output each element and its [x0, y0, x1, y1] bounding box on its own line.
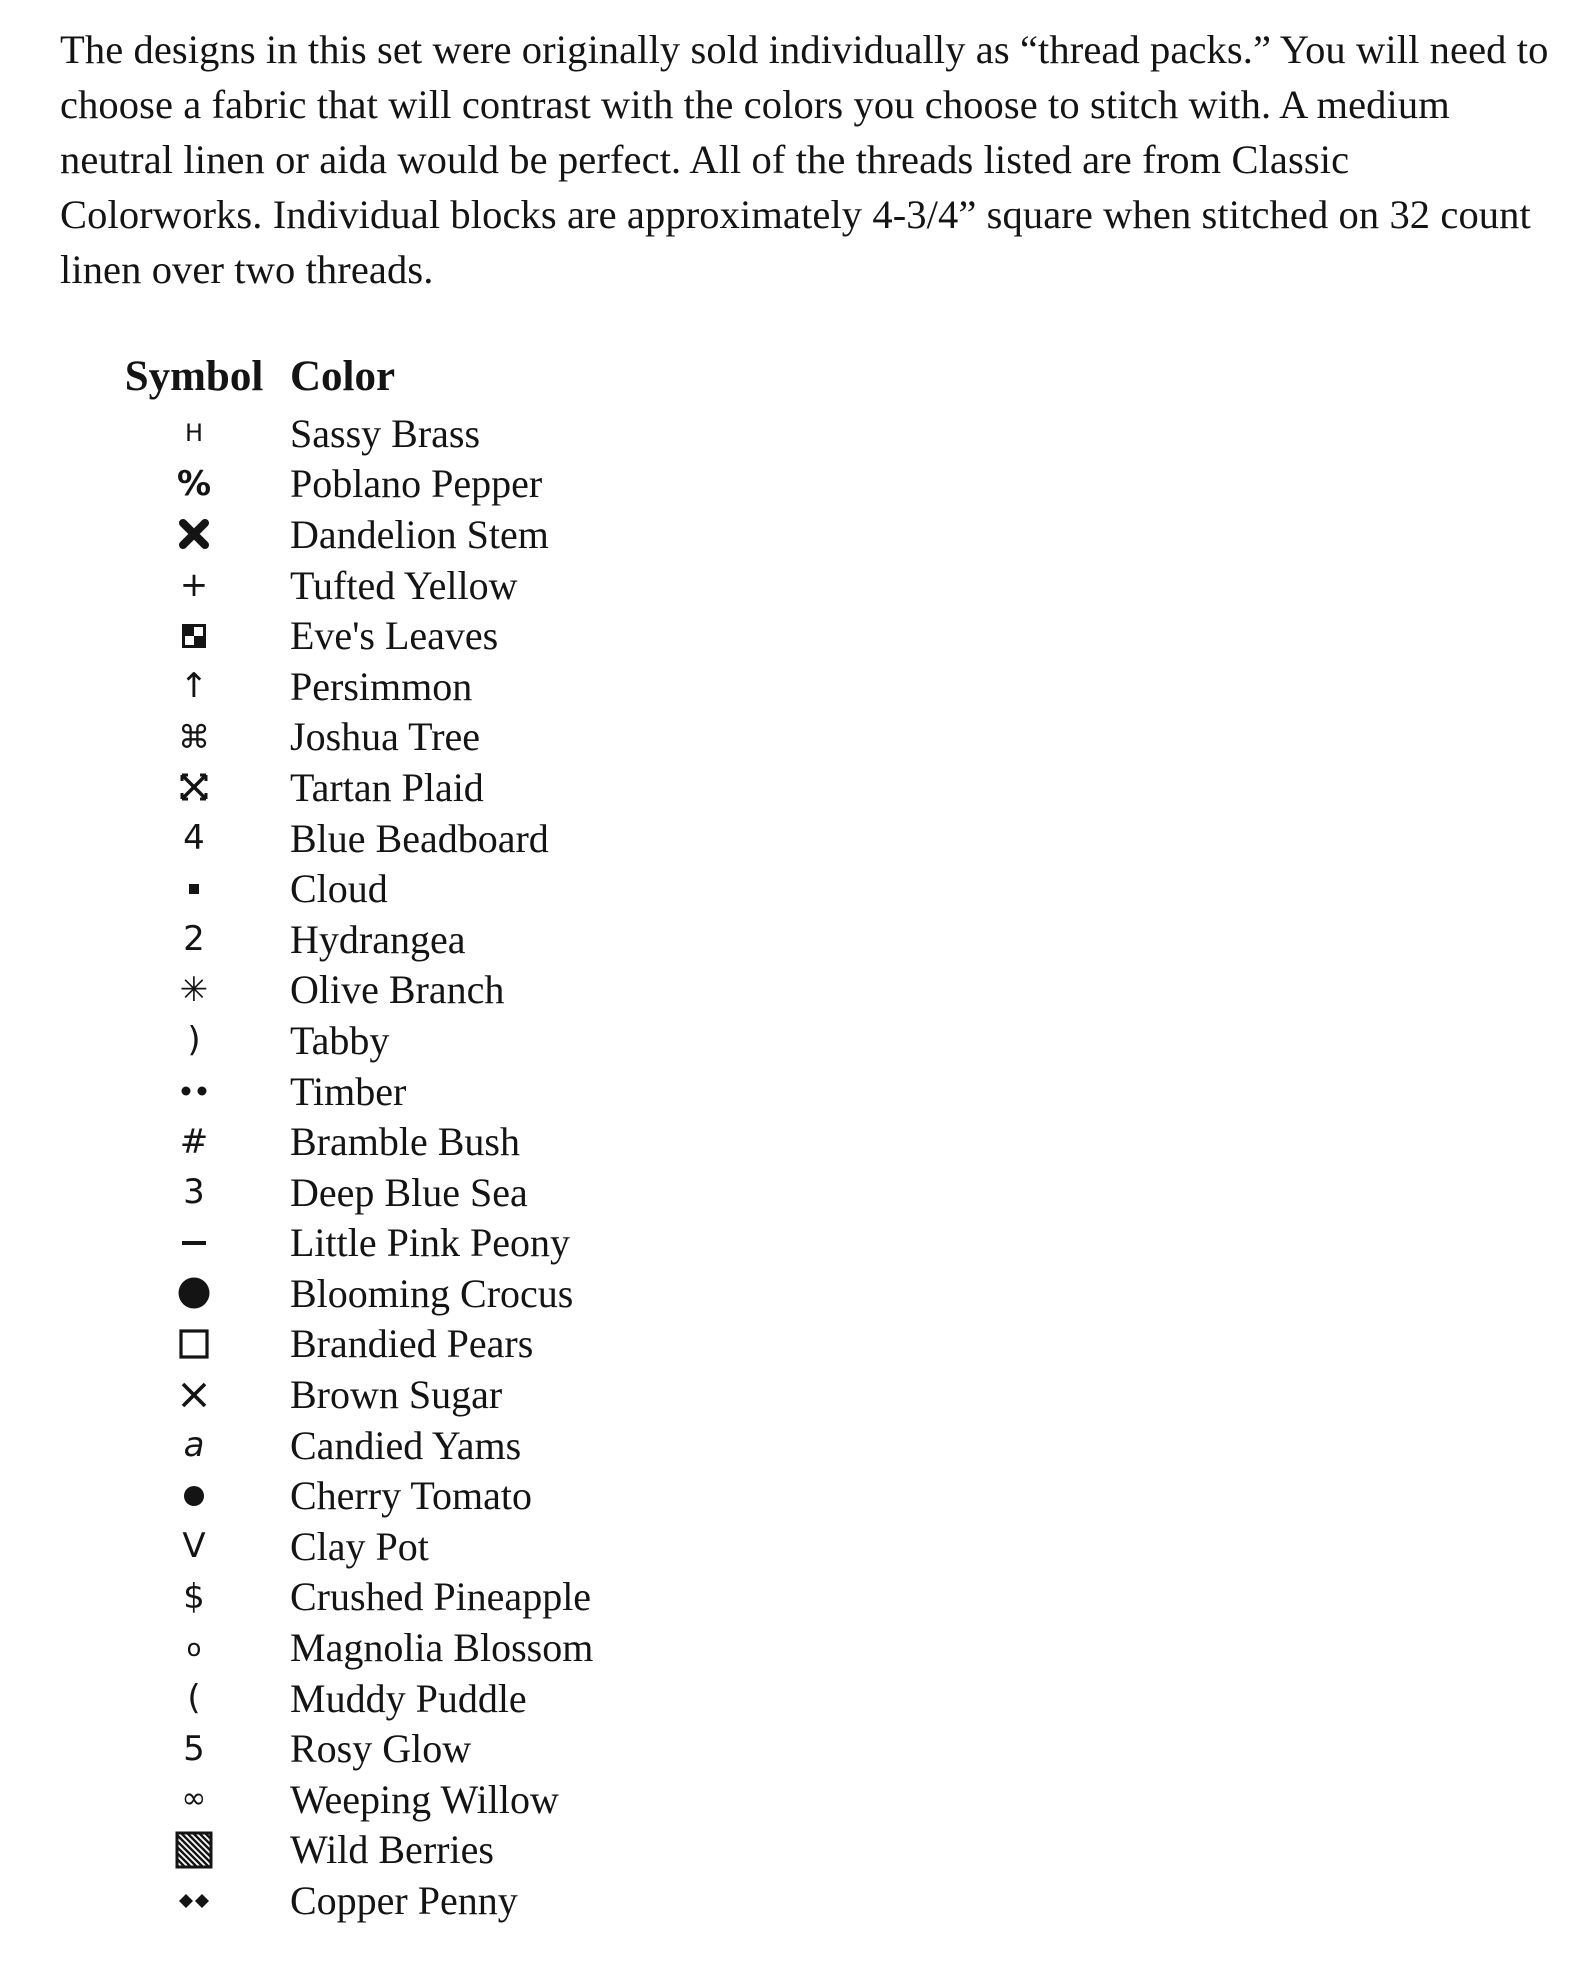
- digit-3-symbol: [112, 1172, 276, 1213]
- symbol-glyph: 4: [183, 818, 205, 859]
- double-diamond-icon: [112, 1893, 276, 1909]
- symbol-column-header: Symbol: [124, 353, 264, 400]
- symbol-glyph: 2: [183, 919, 205, 960]
- color-name: Cherry Tomato: [290, 1473, 532, 1519]
- color-name: Joshua Tree: [290, 714, 481, 760]
- color-name: Tartan Plaid: [290, 764, 484, 810]
- color-name: Rosy Glow: [290, 1726, 472, 1772]
- color-name: Brandied Pears: [290, 1321, 534, 1367]
- color-name: Tabby: [290, 1017, 390, 1063]
- key-row: [112, 1015, 593, 1066]
- asterisk-icon: [112, 969, 276, 1010]
- color-name: Blue Beadboard: [290, 815, 549, 861]
- color-name: Eve's Leaves: [290, 613, 499, 659]
- small-square-icon: [112, 883, 276, 895]
- digit-2-symbol: [112, 919, 276, 960]
- key-row: [112, 1875, 593, 1926]
- key-row: [112, 1218, 593, 1269]
- color-name: Brown Sugar: [290, 1372, 503, 1418]
- symbol-glyph: o: [186, 1633, 202, 1662]
- color-name: Crushed Pineapple: [290, 1574, 592, 1620]
- left-paren-symbol: [112, 1678, 276, 1719]
- large-dot-icon: [112, 1276, 276, 1310]
- symbol-glyph: #: [179, 1121, 209, 1162]
- digit-4-symbol: [112, 818, 276, 859]
- color-name: Copper Penny: [290, 1878, 518, 1924]
- up-arrow-icon: [112, 666, 276, 707]
- key-row: [112, 610, 593, 661]
- color-name: Poblano Pepper: [290, 461, 543, 507]
- key-row: [112, 1723, 593, 1774]
- key-row: [112, 813, 593, 864]
- medium-dot-icon: [112, 1484, 276, 1508]
- plus-icon: [112, 565, 276, 606]
- key-row: [112, 1116, 593, 1167]
- key-row: [112, 1470, 593, 1521]
- letter-v-symbol: [112, 1526, 276, 1567]
- key-row: [112, 863, 593, 914]
- symbol-glyph: $: [183, 1576, 205, 1617]
- key-row: [112, 1268, 593, 1319]
- open-square-icon: [112, 1329, 276, 1359]
- symbol-glyph: a: [183, 1425, 205, 1466]
- color-name: Bramble Bush: [290, 1119, 520, 1165]
- letter-a-symbol: [112, 1425, 276, 1466]
- color-name: Clay Pot: [290, 1523, 429, 1569]
- double-dot-icon: [112, 1085, 276, 1097]
- key-row: [112, 1167, 593, 1218]
- symbol-glyph: +: [179, 565, 209, 606]
- hash-icon: [112, 1121, 276, 1162]
- key-row: [112, 1319, 593, 1370]
- key-row: [112, 661, 593, 712]
- symbol-glyph: 3: [183, 1172, 205, 1213]
- heavy-x-icon: [112, 518, 276, 550]
- color-name: Candied Yams: [290, 1422, 522, 1468]
- quartered-square-icon: [112, 624, 276, 648]
- color-name: Persimmon: [290, 663, 473, 709]
- key-row: [112, 914, 593, 965]
- key-row: [112, 965, 593, 1016]
- color-name: Tufted Yellow: [290, 562, 518, 608]
- key-row: [112, 1572, 593, 1623]
- key-row: [112, 1622, 593, 1673]
- key-row: [112, 560, 593, 611]
- symbol-glyph: V: [182, 1526, 206, 1567]
- key-row: [112, 1420, 593, 1471]
- color-name: Cloud: [290, 866, 388, 912]
- symbol-glyph: ): [187, 1020, 201, 1061]
- right-paren-symbol: [112, 1020, 276, 1061]
- key-row: [112, 1066, 593, 1117]
- percent-icon: [112, 463, 276, 504]
- infinity-icon: [112, 1781, 276, 1817]
- color-name: Olive Branch: [290, 967, 505, 1013]
- dash-icon: [112, 1240, 276, 1246]
- key-row: [112, 1369, 593, 1420]
- color-name: Deep Blue Sea: [290, 1169, 528, 1215]
- key-rows: [112, 408, 593, 1926]
- key-row: [112, 509, 593, 560]
- symbol-glyph: (: [187, 1678, 201, 1719]
- key-row: [112, 1521, 593, 1572]
- key-row: [112, 1774, 593, 1825]
- symbol-glyph: ⌘: [178, 717, 210, 756]
- symbol-color-key: [112, 352, 593, 1926]
- color-name: Magnolia Blossom: [290, 1625, 594, 1671]
- key-row: [112, 762, 593, 813]
- digit-5-symbol: [112, 1728, 276, 1769]
- color-name: Dandelion Stem: [290, 511, 549, 557]
- command-icon: [112, 717, 276, 756]
- key-row: [112, 408, 593, 459]
- key-header: [112, 352, 593, 408]
- dollar-icon: [112, 1576, 276, 1617]
- symbol-glyph: ↑: [179, 666, 209, 707]
- hatched-square-icon: [112, 1831, 276, 1869]
- color-name: Weeping Willow: [290, 1776, 559, 1822]
- color-column-header: Color: [290, 353, 396, 400]
- color-name: Wild Berries: [290, 1827, 494, 1873]
- key-row: [112, 1825, 593, 1876]
- key-row: [112, 712, 593, 763]
- color-name: Blooming Crocus: [290, 1270, 574, 1316]
- color-name: Hydrangea: [290, 916, 466, 962]
- cross-x-icon: [112, 772, 276, 802]
- symbol-glyph: %: [176, 463, 212, 504]
- x-icon: [112, 1381, 276, 1409]
- symbol-glyph: ∞: [181, 1781, 207, 1817]
- symbol-glyph: 5: [183, 1728, 205, 1769]
- symbol-glyph: H: [184, 419, 204, 448]
- key-row: [112, 459, 593, 510]
- color-name: Sassy Brass: [290, 410, 481, 456]
- key-row: [112, 1673, 593, 1724]
- letter-o-symbol: [112, 1633, 276, 1662]
- color-name: Little Pink Peony: [290, 1220, 570, 1266]
- color-name: Timber: [290, 1068, 407, 1114]
- intro-paragraph: The designs in this set were originally sold individually as “thread packs.” You will need to choose a fabric that will contrast with the colors you choose to stitch with. A medium neutral linen or aida would be perfect. All of the threads listed are from Classic Colorworks. Individual blocks are approximately 4-3/4” square when stitched on 32 count linen over two threads.: [60, 27, 1549, 292]
- symbol-glyph: ✳: [179, 969, 209, 1010]
- letter-h-symbol: [112, 419, 276, 448]
- color-name: Muddy Puddle: [290, 1675, 527, 1721]
